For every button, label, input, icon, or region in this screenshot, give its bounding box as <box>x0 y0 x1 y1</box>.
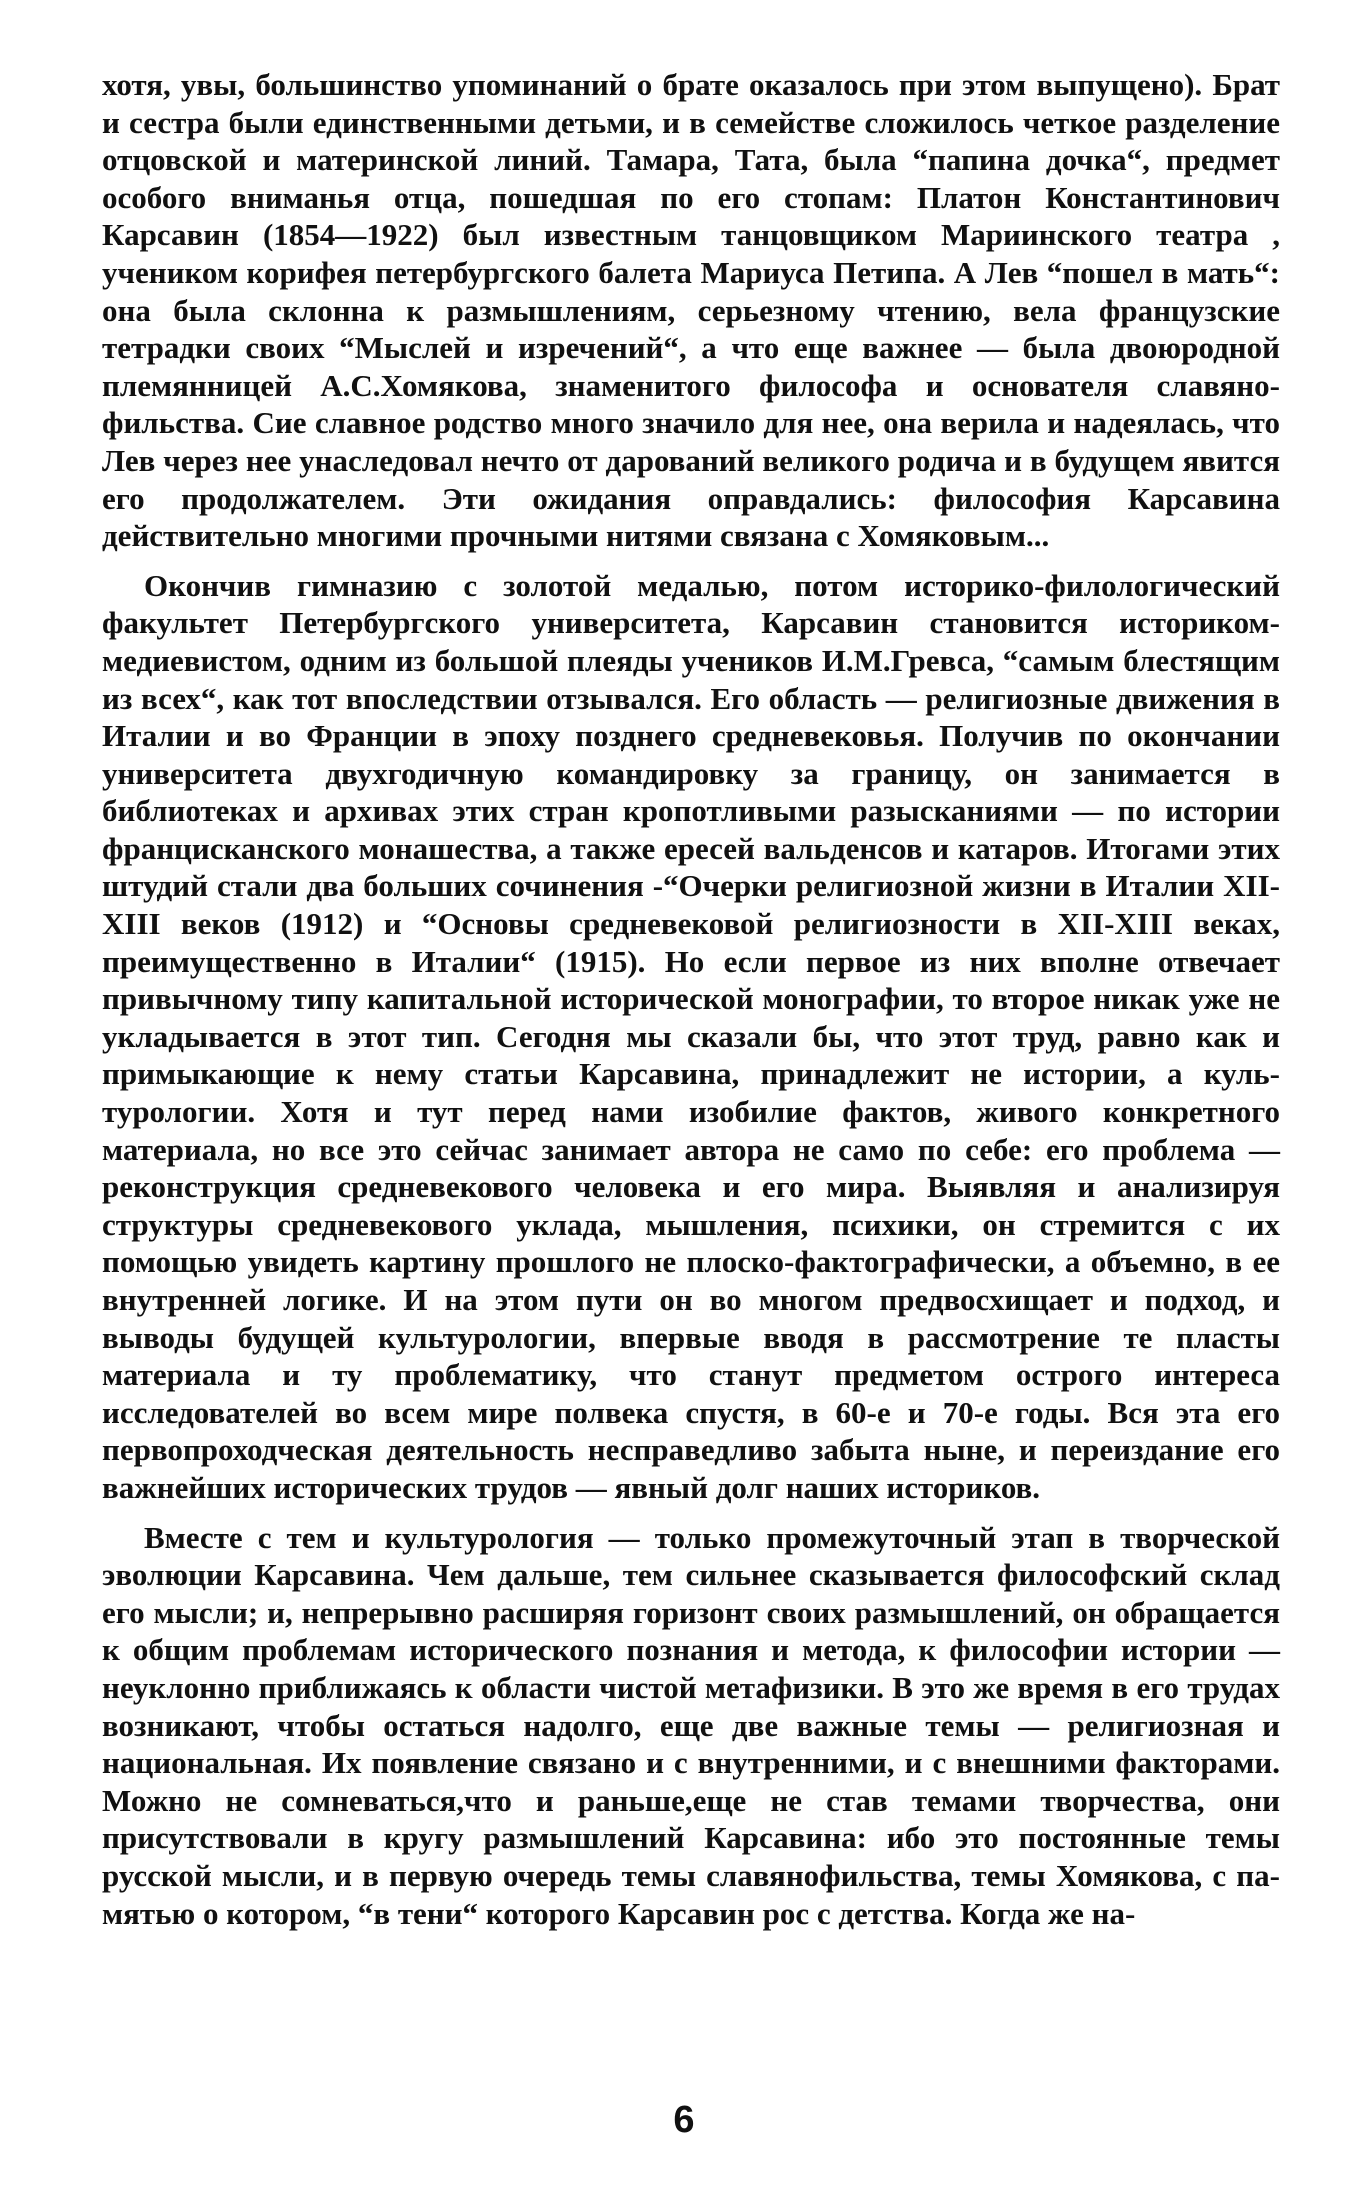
scanned-book-page <box>8 8 1360 2201</box>
page-number: 6 <box>673 2099 695 2141</box>
page-text-block <box>102 66 1280 1944</box>
paragraph-education: Окончив гимназию с золотой медалью, потом историко-филологический факультет Петербургского университета, Карсавин становится историком-медиевистом, одним из большой плеяды учеников И.М.Гревса, “самым блестящим из всех“, как тот впоследствии отзывался. Его область — религиозные движения в Италии и во Франции в эпоху позднего средневековья. Получив по окончании университета двухгодичную командировку за границу, он занимается в библиотеках и архивах этих стран кропотливыми разысканиями — по истории францисканского монашества, а также ересей вальденсов и катаров. Итогами этих штудий стали два больших сочинения -“Очерки религиозной жизни в Италии XII-XIII веков (1912) и “Основы средневековой религиозности в XII-XIII веках, преимущественно в Италии“ (1915). Но если первое из них вполне отвечает привычному типу капитальной исторической монографии, то второе никак уже не укладывается в этот тип. Сегодня мы сказали бы, что этот труд, равно как и примыкающие к нему статьи Карсавина, принадлежит не истории, а культурологии. Хотя и тут перед нами изобилие фактов, живого конкретного материала, но все это сейчас занимает автора не само по себе: его проблема — реконструкция средневекового человека и его мира. Выявляя и анализируя структуры средневекового уклада, мышления, психики, он стремится с их помощью увидеть картину прошлого не плоско-фактографически, а объемно, в ее внутренней логике. И на этом пути он во многом предвосхищает и подход, и выводы будущей культурологии, впервые вводя в рассмотрение те пласты материала и ту проблематику, что станут предметом острого интереса исследователей во всем мире полвека спустя, в 60-е и 70-е годы. Вся эта его первопроходческая деятельность несправедливо забыта ныне, и переиздание его важнейших исторических трудов — явный долг наших историков. <box>102 567 1280 1505</box>
paragraph-continuation: хотя, увы, большинство упоминаний о брате оказалось при этом выпущено). Брат и сестра были единственными детьми, и в семействе сложилось четкое разделение отцовской и материнской линий. Тамара, Тата, была “папина дочка“, предмет особого вниманья отца, пошедшая по его стопам: Платон Константинович Карсавин (1854—1922) был известным танцовщиком Мариинского театра , учеником корифея петербургского балета Мариуса Петипа. А Лев “пошел в мать“: она была склонна к размышлениям, серьезному чтению, вела французские тетрадки своих “Мыслей и изречений“, а что еще важнее — была двоюродной племянницей А.С.Хомякова, знаменитого философа и основателя славянофильства. Сие славное родство много значило для нее, она верила и надеялась, что Лев через нее унаследовал нечто от дарований великого родича и в будущем явится его продолжателем. Эти ожидания оправдались: философия Карсавина действительно многими прочными нитями связана с Хомяковым... <box>102 67 1280 554</box>
paragraph-evolution: Вместе с тем и культурология — только промежуточный этап в творческой эволюции Карсавина. Чем дальше, тем сильнее сказывается философский склад его мысли; и, непрерывно расширяя горизонт своих размышлений, он обращается к общим проблемам исторического познания и метода, к философии истории — неуклонно приближаясь к области чистой метафизики. В это же время в его трудах возникают, чтобы остаться надолго, еще две важные темы — религиозная и национальная. Их появление связано и с внутренними, и с внешними факторами. Можно не сомневаться,что и раньше,еще не став темами творчества, они присутствовали в кругу размышлений Карсавина: ибо это постоянные темы русской мысли, и в первую очередь темы славянофильства, темы Хомякова, с памятью о котором, “в тени“ которого Карсавин рос с детства. Когда же на- <box>102 1519 1280 1931</box>
